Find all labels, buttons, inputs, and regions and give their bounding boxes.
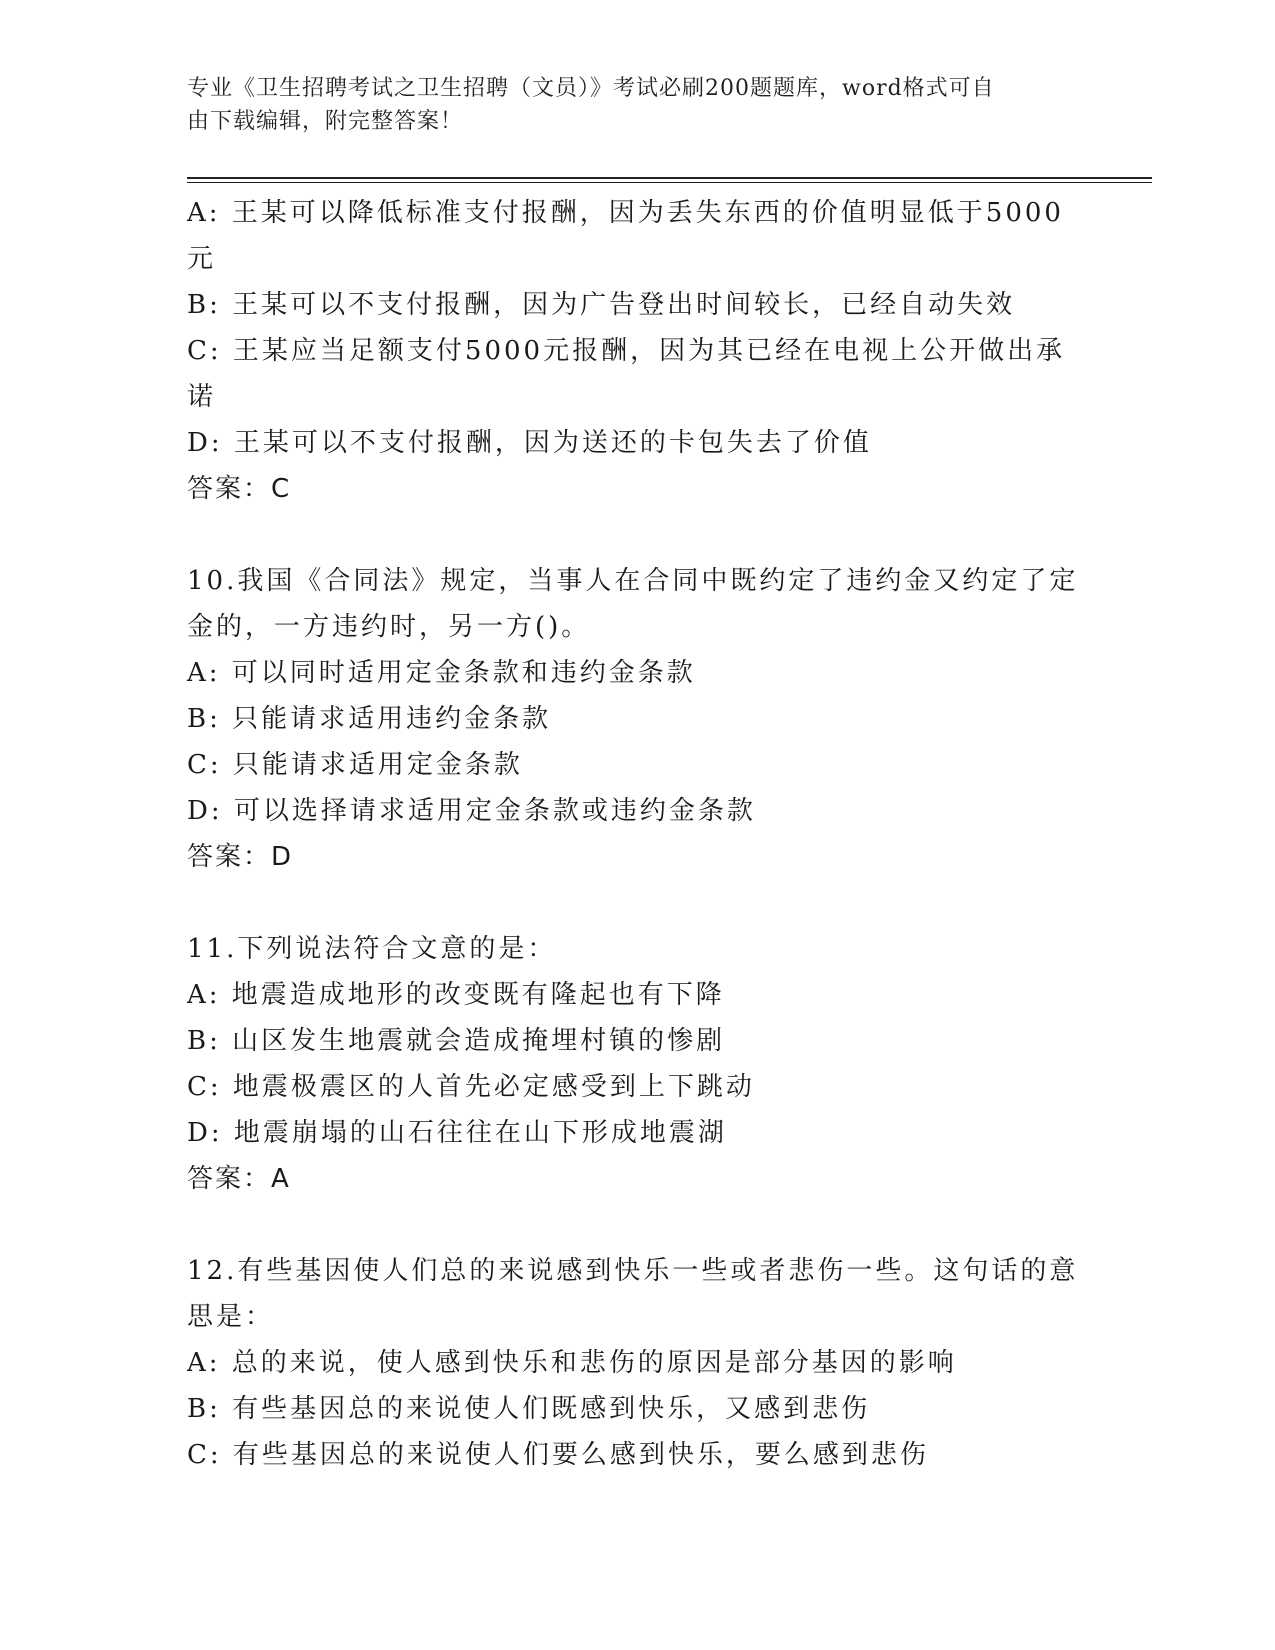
- question-10: [187, 558, 1087, 880]
- option-d: D: 可以选择请求适用定金条款或违约金条款: [187, 796, 756, 826]
- spacer: [187, 880, 1087, 926]
- spacer: [187, 1202, 1087, 1248]
- answer: 答案：D: [187, 842, 294, 872]
- option-c: C: 地震极震区的人首先必定感受到上下跳动: [187, 1072, 755, 1102]
- option-a-cont: 元: [187, 244, 217, 274]
- question-stem: 11.下列说法符合文意的是：: [187, 934, 557, 964]
- option-b: B: 山区发生地震就会造成掩埋村镇的惨剧: [187, 1026, 726, 1056]
- option-a: A: 地震造成地形的改变既有隆起也有下降: [187, 980, 725, 1010]
- option-c-cont: 诺: [187, 382, 217, 412]
- question-11: [187, 926, 1087, 1202]
- option-d: D: 王某可以不支付报酬，因为送还的卡包失去了价值: [187, 428, 872, 458]
- option-a: A: 王某可以降低标准支付报酬，因为丢失东西的价值明显低于5000: [187, 198, 1064, 228]
- question-stem: 10.我国《合同法》规定，当事人在合同中既约定了违约金又约定了定: [187, 566, 1079, 596]
- document-header: [187, 72, 1067, 138]
- question-list: [187, 190, 1087, 1478]
- option-c: C: 有些基因总的来说使人们要么感到快乐，要么感到悲伤: [187, 1440, 929, 1470]
- header-divider: [187, 177, 1152, 183]
- option-b: B: 有些基因总的来说使人们既感到快乐，又感到悲伤: [187, 1394, 871, 1424]
- spacer: [187, 512, 1087, 558]
- header-line-1: 专业《卫生招聘考试之卫生招聘（文员）》考试必刷200题题库，word格式可自: [187, 76, 995, 101]
- option-a: A: 可以同时适用定金条款和违约金条款: [187, 658, 696, 688]
- question-9: [187, 190, 1087, 512]
- option-c: C: 只能请求适用定金条款: [187, 750, 523, 780]
- option-b: B: 王某可以不支付报酬，因为广告登出时间较长，已经自动失效: [187, 290, 1016, 320]
- question-12: [187, 1248, 1087, 1478]
- header-line-2: 由下载编辑，附完整答案！: [187, 109, 464, 134]
- question-stem-cont: 金的，一方违约时，另一方()。: [187, 612, 591, 642]
- question-stem: 12.有些基因使人们总的来说感到快乐一些或者悲伤一些。这句话的意: [187, 1256, 1079, 1286]
- option-a: A: 总的来说，使人感到快乐和悲伤的原因是部分基因的影响: [187, 1348, 957, 1378]
- answer: 答案：C: [187, 474, 292, 504]
- question-stem-cont: 思是：: [187, 1302, 275, 1332]
- option-b: B: 只能请求适用违约金条款: [187, 704, 552, 734]
- answer: 答案：A: [187, 1164, 291, 1194]
- option-c: C: 王某应当足额支付5000元报酬，因为其已经在电视上公开做出承: [187, 336, 1066, 366]
- option-d: D: 地震崩塌的山石往往在山下形成地震湖: [187, 1118, 727, 1148]
